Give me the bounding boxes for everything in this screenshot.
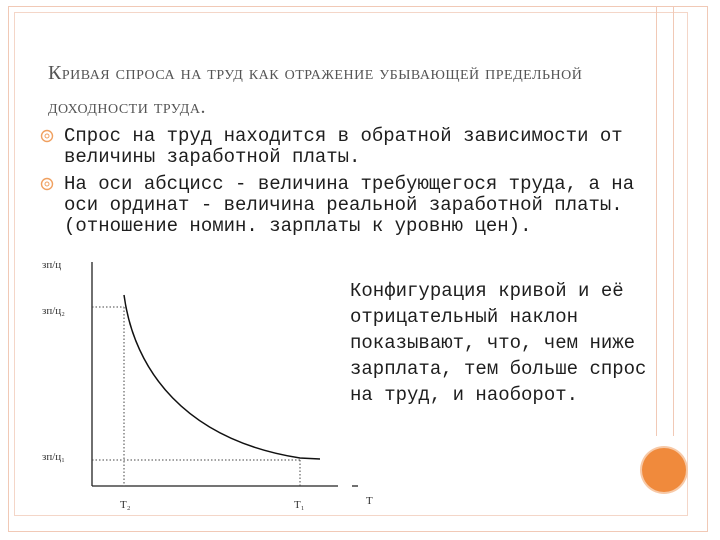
side-explanation: Конфигурация кривой и её отрицательный наклон показывают, что, чем ниже зарплата, тем больше спрос на труд, и наоборот.: [350, 280, 647, 406]
y-axis-label: зп/ц: [42, 259, 62, 271]
y-tick-low: зп/ц₁: [42, 451, 66, 463]
slide-title: Кривая спроса на труд как отражение убывающей предельной доходности труда.: [48, 62, 583, 118]
demand-curve: [124, 295, 320, 459]
x-tick-high: T₂: [120, 499, 131, 511]
bullet-text: Спрос на труд находится в обратной зависимости от величины заработной платы.: [64, 125, 623, 168]
x-axis-label: T: [366, 495, 373, 507]
y-tick-high: зп/ц₂: [42, 305, 66, 317]
orange-circle-decoration: [642, 448, 686, 492]
bullet-text: На оси абсцисс - величина требующегося труда, а на оси ординат - величина реальной заработной платы.(отношение номин. зарплаты к уровню цен).: [64, 173, 635, 237]
x-tick-low: T₁: [294, 499, 305, 511]
